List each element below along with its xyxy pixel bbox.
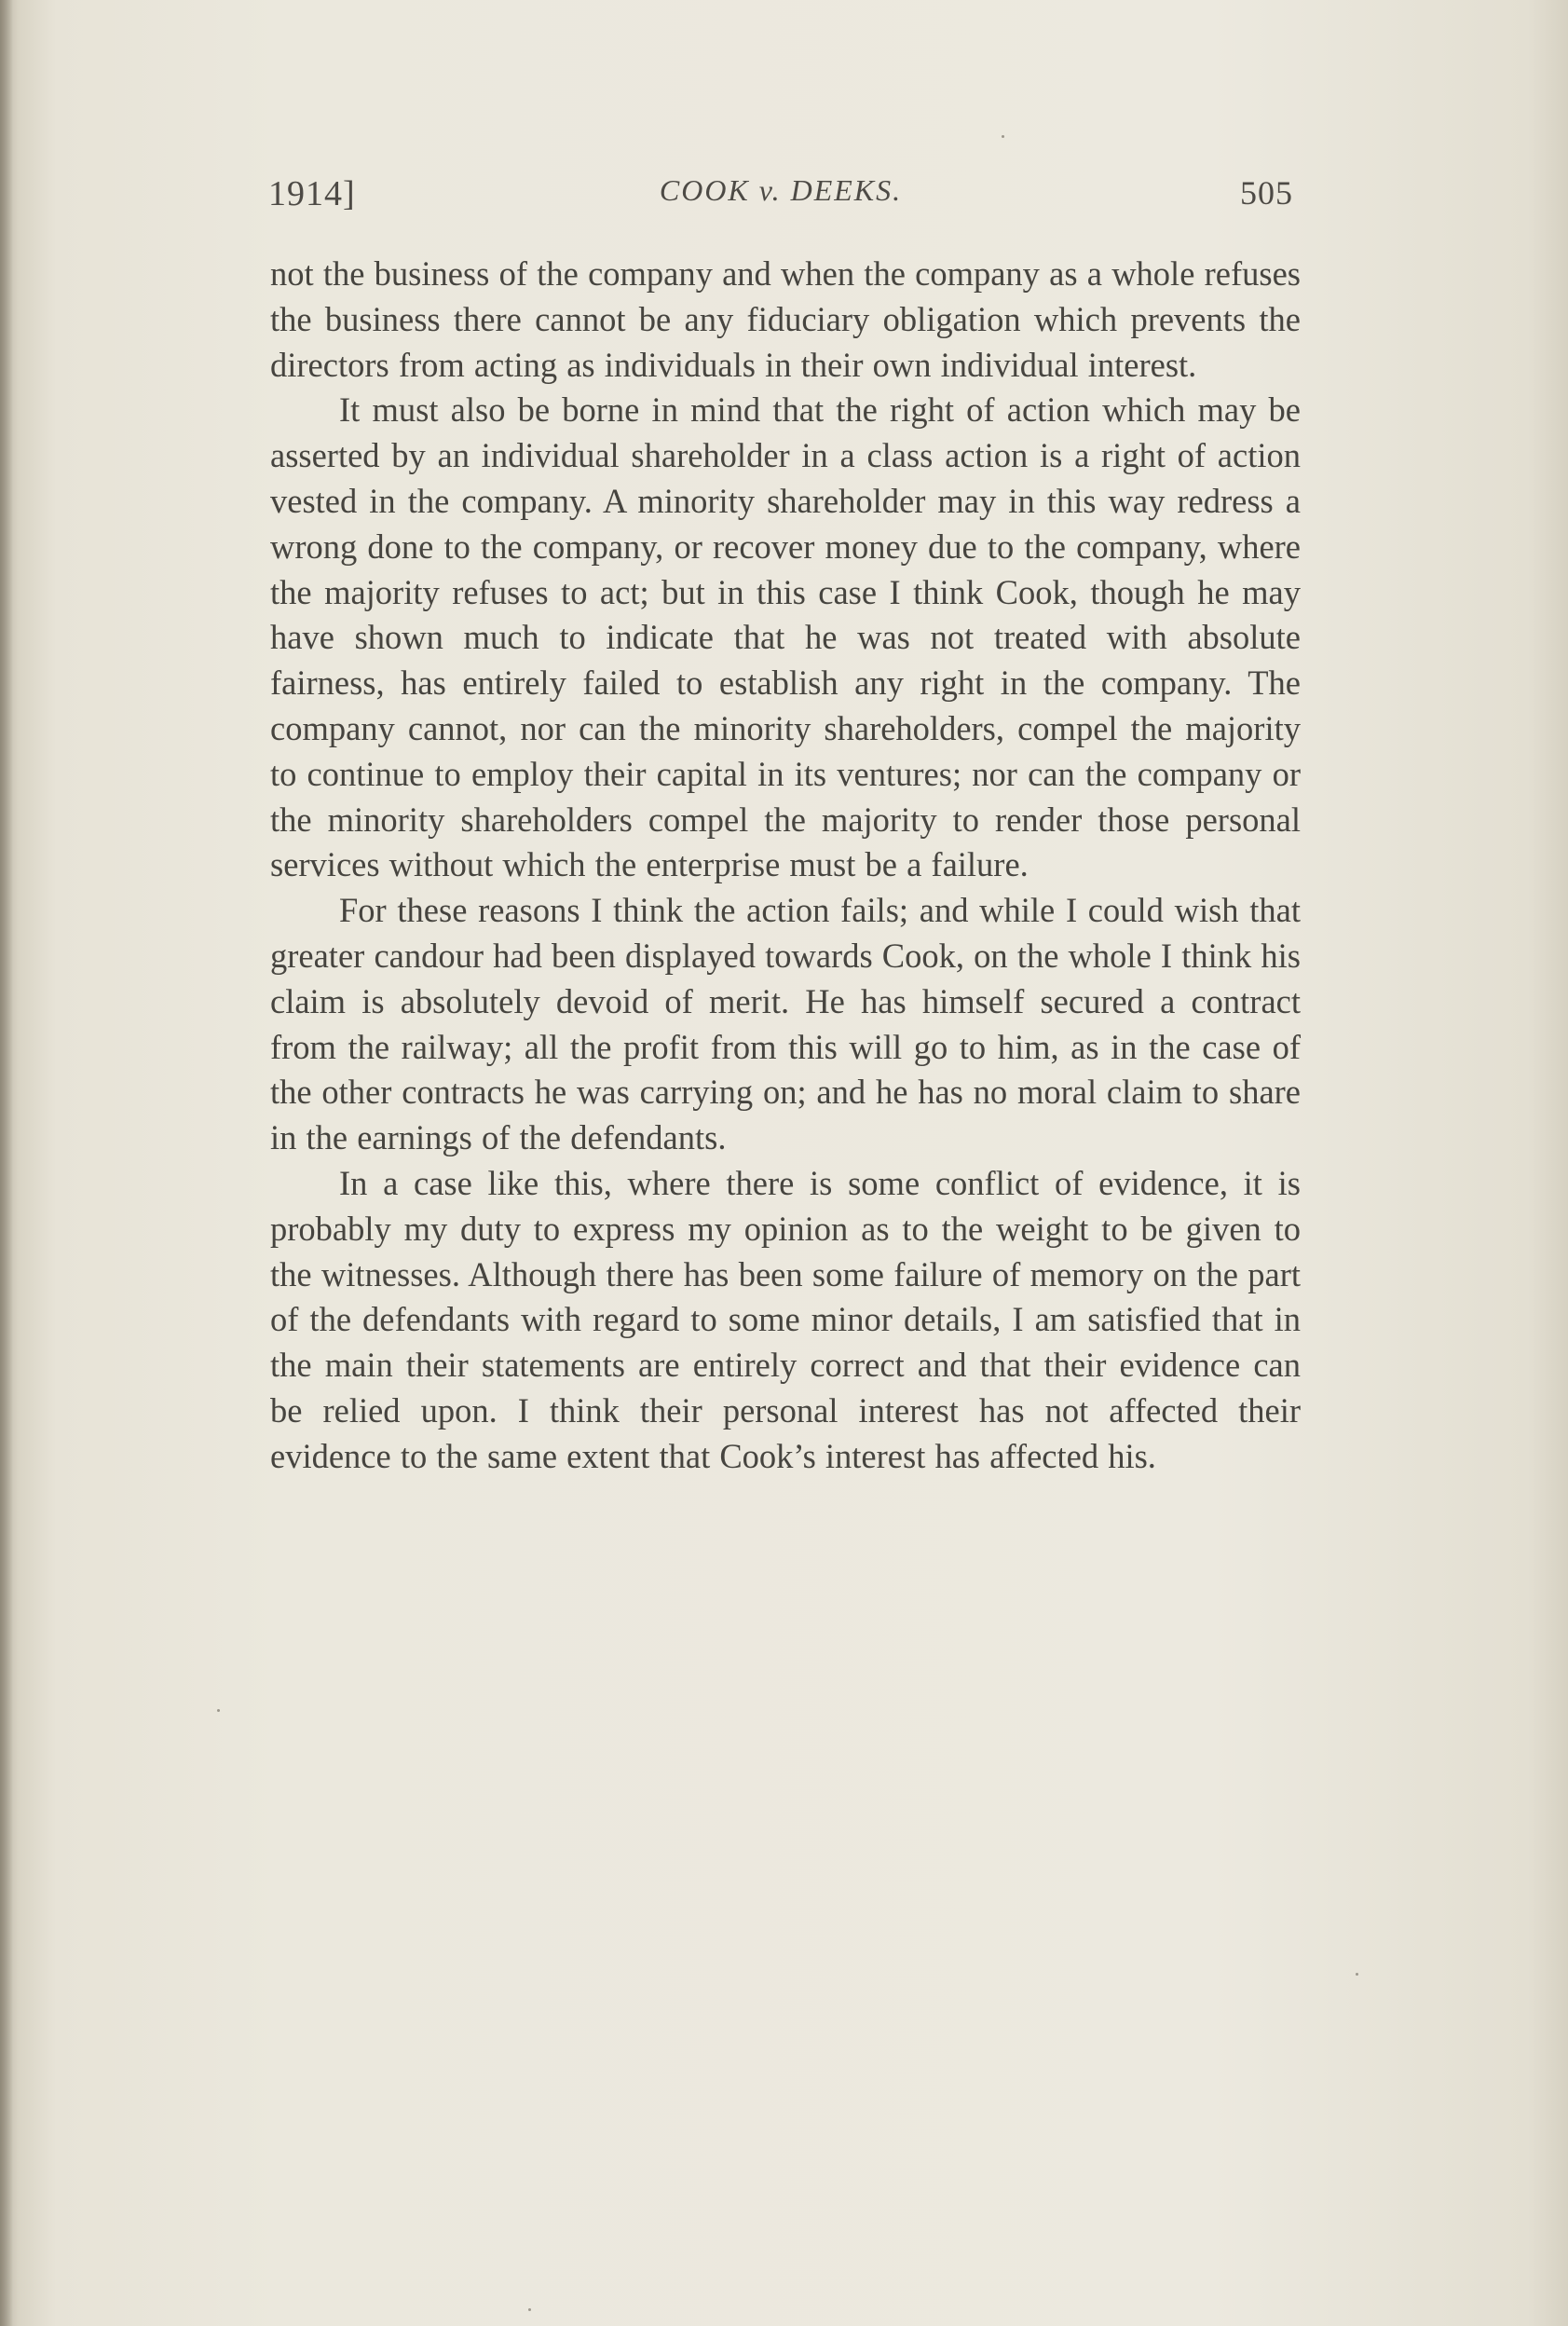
header-title: COOK v. DEEKS. [659, 173, 903, 207]
paper-speck [217, 1709, 220, 1712]
paper-speck [528, 2308, 531, 2311]
page-number: 505 [1240, 174, 1293, 212]
paper-speck [1002, 135, 1004, 138]
body-text [270, 252, 1301, 1480]
paragraph-3: For these reasons I think the action fails; and while I could wish that greater candour had been displayed towards Cook, on the whole I think his claim is absolutely devoid of merit. He has himself secured a contract from the railway; all the profit from this will go to him, as in the case of the other contracts he was carrying on; and he has no moral claim to share in the earnings of the defendants. [270, 891, 1301, 1157]
page-spine-shadow [0, 0, 13, 2326]
header-year: 1914] [268, 174, 356, 213]
paragraph-2: It must also be borne in mind that the right of action which may be asserted by an individual shareholder in a class action is a right of action vested in the company. A minority shareholder may in this way redress a wrong done to the company, or recover money due to the company, where the majority refuses to act; but in this case I think Cook, though he may have shown much to indicate that he was not treated with absolute fairness, has entirely failed to establish any right in the company. The company cannot, nor can the minority shareholders, compel the majority to continue to employ their capital in its ventures; nor can the company or the minority shareholders compel the majority to render those personal services without which the enterprise must be a failure. [270, 390, 1301, 884]
paragraph-1: not the business of the company and when the company as a whole refuses the business there cannot be any fiduciary obligation which prevents the directors from acting as individuals in their own individual interest. [270, 254, 1301, 384]
paragraph-4: In a case like this, where there is some conflict of evidence, it is probably my duty to express my opinion as to the weight to be given to the witnesses. Although there has been some failure of memory on the part of the defendants with regard to some minor details, I am satisfied that in the main their statements are entirely correct and that their evidence can be relied upon. I think their personal interest has not affected their evidence to the same extent that Cook’s interest has affected his. [270, 1163, 1301, 1475]
paper-speck [1356, 1973, 1358, 1976]
running-head [268, 173, 1293, 229]
